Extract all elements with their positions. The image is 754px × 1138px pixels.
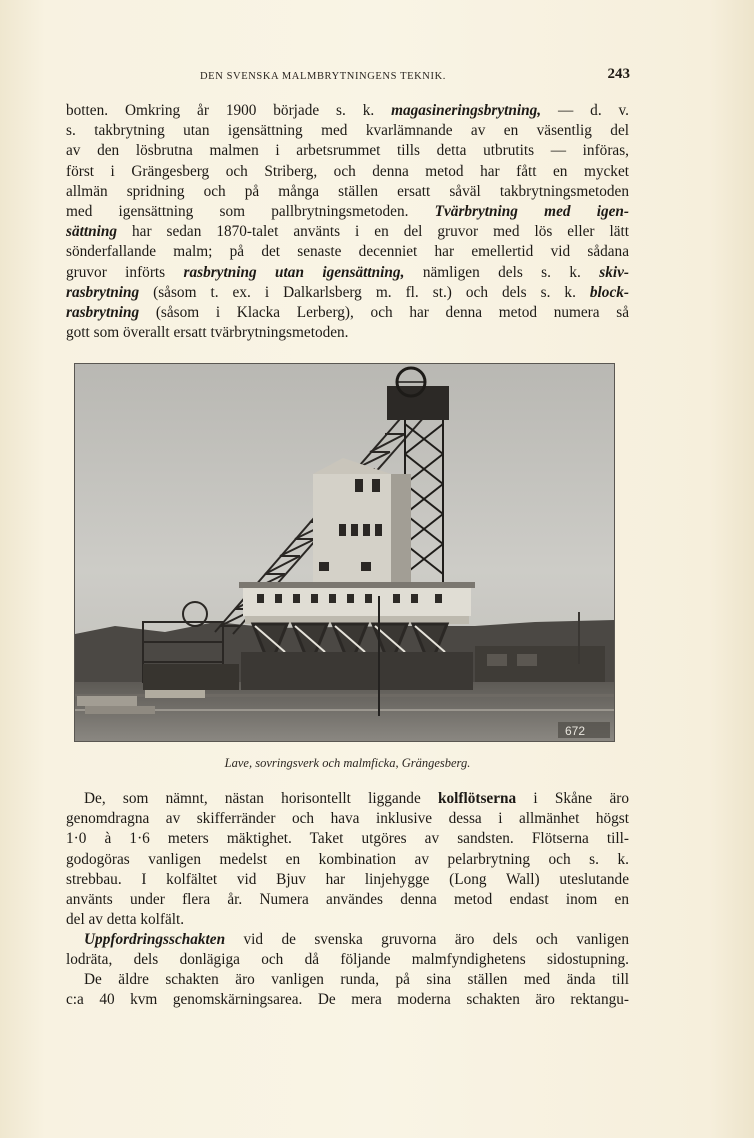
text-line: del av detta kolfält. — [66, 911, 185, 929]
text-line: sättning har sedan 1870-talet använts i en del gruvor med lös eller lätt — [66, 223, 629, 241]
photo-plate-number: 672 — [565, 724, 586, 738]
text-line: med igensättning som pallbrytningsmetoden. Tvärbrytning med igen- — [66, 202, 629, 220]
paragraph-coal-seams — [66, 789, 629, 930]
text-line: Uppfordringsschakten vid de svenska gruvorna äro dels och vanligen — [84, 931, 629, 948]
text-line: rasbrytning (såsom t. ex. i Dalkarlsberg m. fl. st.) och dels s. k. block- — [66, 283, 629, 301]
page-number: 243 — [607, 66, 630, 82]
paragraph-mining-methods — [66, 101, 629, 343]
text-line: botten. Omkring år 1900 började s. k. magasineringsbrytning, — d. v. — [66, 102, 630, 119]
photo-illustration — [75, 364, 614, 741]
text-line: av den lösbrutna malmen i arbetsrummet tills detta utbrutits — införas, — [66, 142, 629, 160]
text-line: strebbau. I kolfältet vid Bjuv har linjehygge (Long Wall) uteslutande — [66, 870, 629, 888]
text-line: sönderfallande malm; på det senaste decenniet har emellertid vid sådana — [66, 243, 629, 261]
text-line: gruvor införts rasbrytning utan igensättning, nämligen dels s. k. skiv- — [66, 263, 629, 281]
text-line: 1·0 à 1·6 meters mäktighet. Taket utgöres av sandsten. Flötserna till- — [66, 830, 629, 848]
text-line: gott som överallt ersatt tvärbrytningsmetoden. — [66, 324, 349, 342]
text-line: genomdragna av skifferränder och hava inklusive dessa i allmänhet högst — [66, 810, 629, 828]
figure-caption: Lave, sovringsverk och malmficka, Grängesberg. — [224, 756, 471, 770]
text-line: använts under flera år. Numera användes denna metod endast inom en — [66, 890, 629, 908]
paragraph-shafts — [66, 930, 629, 970]
text-line: rasbrytning (såsom i Klacka Lerberg), och har denna metod numera så — [66, 303, 630, 321]
text-line: De, som nämnt, nästan horisontellt liggande kolflötserna i Skåne äro — [84, 790, 629, 807]
mine-headframe-photo — [75, 364, 614, 741]
text-line: först i Grängesberg och Striberg, och denna metod har fått en mycket — [66, 162, 629, 180]
running-title: DEN SVENSKA MALMBRYTNINGENS TEKNIK. — [200, 71, 446, 82]
text-line: De äldre schakten äro vanligen runda, på sina ställen med ända till — [84, 971, 629, 988]
page-header — [66, 66, 630, 88]
text-line: s. takbrytning utan igensättning med kvarlämnande av en väsentlig del — [66, 122, 629, 140]
text-line: allmän spridning och på många ställen ersatt såväl takbrytningsmetoden — [66, 182, 629, 200]
paragraph-older-shafts — [66, 970, 629, 1010]
text-line: c:a 40 kvm genomskärningsarea. De mera moderna schakten äro rektangu- — [66, 991, 629, 1009]
text-line: lodräta, dels donlägiga och då följande malmfyndighetens sidostupning. — [66, 951, 629, 969]
text-line: godogöras vanligen medelst en kombination av pelarbrytning och s. k. — [66, 850, 629, 868]
